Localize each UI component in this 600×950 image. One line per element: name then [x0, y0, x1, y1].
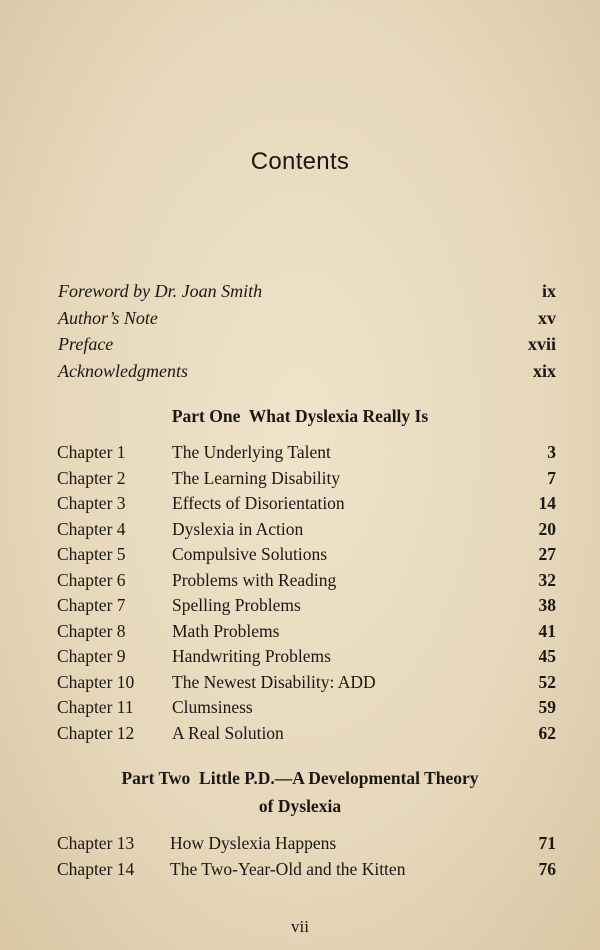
chapter-page: 71 — [538, 833, 556, 853]
chapter-number: Chapter 2 — [57, 467, 126, 488]
chapter-page: 45 — [538, 646, 556, 666]
part-two-chapter-list — [57, 831, 556, 882]
front-matter-item — [58, 278, 556, 305]
chapter-title: The Two-Year-Old and the Kitten — [170, 858, 406, 879]
chapter-title: Dyslexia in Action — [172, 518, 304, 539]
chapter-row — [57, 517, 556, 543]
chapter-number: Chapter 3 — [57, 493, 126, 513]
chapter-row — [57, 593, 556, 619]
entry-title: Preface — [58, 334, 114, 354]
front-matter-item — [58, 331, 556, 358]
chapter-title: A Real Solution — [172, 722, 284, 743]
chapter-number: Chapter 4 — [57, 518, 126, 539]
chapter-number: Chapter 5 — [57, 544, 126, 564]
chapter-row — [57, 619, 556, 645]
chapter-number: Chapter 9 — [57, 646, 126, 666]
chapter-number: Chapter 12 — [57, 722, 135, 743]
chapter-row — [57, 644, 556, 670]
chapter-row — [57, 831, 556, 857]
chapter-number: Chapter 1 — [57, 442, 126, 462]
part-one-heading: Part One What Dyslexia Really Is — [171, 406, 429, 426]
chapter-row — [57, 568, 556, 594]
page-number: vii — [291, 917, 309, 936]
chapter-page: 76 — [538, 858, 556, 879]
chapter-title: Compulsive Solutions — [172, 544, 328, 564]
chapter-row — [57, 440, 556, 466]
chapter-title: Spelling Problems — [172, 595, 301, 615]
page-title: Contents — [250, 148, 350, 175]
chapter-row — [57, 491, 556, 517]
chapter-title: The Learning Disability — [172, 467, 341, 488]
chapter-page: 27 — [538, 544, 556, 564]
chapter-title: The Newest Disability: ADD — [172, 671, 376, 692]
chapter-page: 14 — [538, 493, 556, 513]
chapter-number: Chapter 8 — [57, 620, 126, 641]
chapter-row — [57, 695, 556, 721]
front-matter-item — [58, 358, 556, 385]
chapter-title: Math Problems — [172, 620, 280, 641]
chapter-page: 32 — [538, 569, 556, 590]
chapter-row — [57, 670, 556, 696]
chapter-row — [57, 466, 556, 492]
chapter-title: Effects of Disorientation — [172, 493, 345, 513]
chapter-number: Chapter 13 — [57, 833, 135, 853]
chapter-number: Chapter 14 — [57, 858, 135, 879]
chapter-page: 52 — [538, 671, 556, 692]
chapter-page: 62 — [538, 722, 556, 743]
chapter-title: Handwriting Problems — [172, 646, 331, 666]
chapter-page: 7 — [547, 467, 556, 488]
entry-page: xv — [538, 307, 556, 328]
chapter-row — [57, 721, 556, 747]
chapter-title: How Dyslexia Happens — [170, 833, 337, 853]
chapter-title: Clumsiness — [172, 697, 253, 717]
chapter-page: 41 — [538, 620, 556, 641]
part-two-heading-continued: of Dyslexia — [258, 796, 342, 816]
front-matter-item — [58, 305, 556, 332]
chapter-number: Chapter 7 — [57, 595, 126, 615]
chapter-page: 20 — [538, 518, 556, 539]
part-two-heading: Part Two Little P.D.—A Developmental Theory — [121, 768, 479, 788]
chapter-page: 3 — [547, 442, 556, 462]
part-one-chapter-list — [57, 440, 556, 746]
chapter-page: 59 — [538, 697, 556, 717]
entry-title: Acknowledgments — [58, 360, 188, 381]
chapter-page: 38 — [538, 595, 556, 615]
entry-title: Foreword by Dr. Joan Smith — [58, 281, 263, 301]
chapter-title: Problems with Reading — [172, 569, 337, 590]
entry-page: ix — [541, 281, 556, 301]
entry-page: xix — [532, 360, 556, 381]
entry-page: xvii — [527, 334, 556, 354]
chapter-row — [57, 542, 556, 568]
entry-title: Author’s Note — [58, 307, 158, 328]
front-matter-list — [58, 278, 556, 384]
chapter-number: Chapter 6 — [57, 569, 126, 590]
chapter-number: Chapter 11 — [57, 697, 134, 717]
chapter-number: Chapter 10 — [57, 671, 135, 692]
chapter-row — [57, 857, 556, 883]
chapter-title: The Underlying Talent — [172, 442, 331, 462]
